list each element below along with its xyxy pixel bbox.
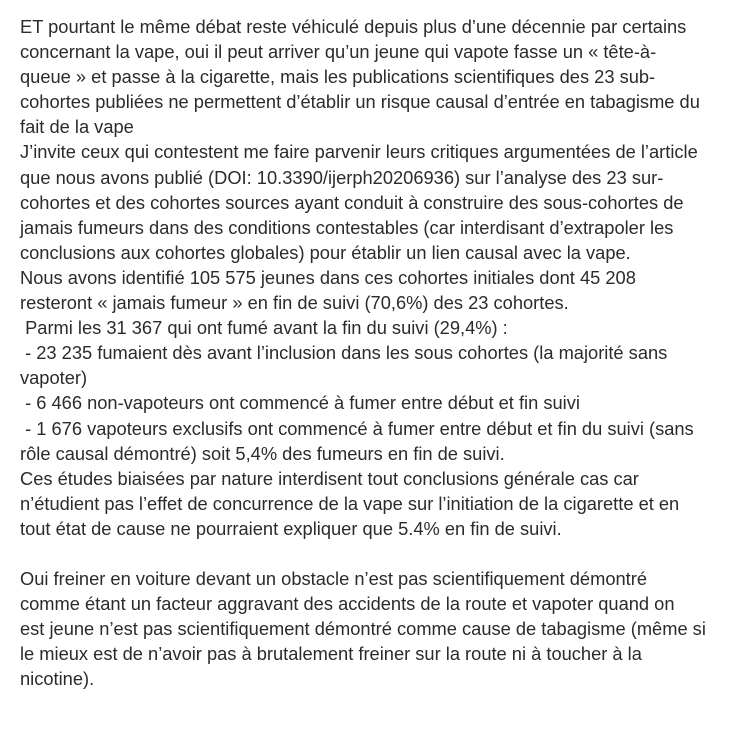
post-line: Ces études biaisées par nature interdisent tout conclusions générale cas car [20,467,639,489]
post-line: n’étudient pas l’effet de concurrence de la vape sur l’initiation de la cigarette et en [20,492,680,514]
post-line: est jeune n’est pas scientifiquement démontré comme cause de tabagisme (même si [20,618,706,640]
post-line: - 1 676 vapoteurs exclusifs ont commencé à fumer entre début et fin du suivi (sans [20,417,694,439]
post-line: comme étant un facteur aggravant des accidents de la route et vapoter quand on [20,593,675,615]
post-line: tout état de cause ne pourraient expliquer que 5.4% en fin de suivi. [20,517,562,539]
post-line: fait de la vape [20,116,134,138]
post-line: conclusions aux cohortes globales) pour établir un lien causal avec la vape. [20,241,631,263]
post-line: nicotine). [20,668,95,690]
post-line: Nous avons identifié 105 575 jeunes dans ces cohortes initiales dont 45 208 [20,266,636,288]
post-body [20,14,732,692]
post-line: le mieux est de n’avoir pas à brutalement freiner sur la route ni à toucher à la [20,643,642,665]
post-line: ET pourtant le même débat reste véhiculé depuis plus d’une décennie par certains [20,16,687,37]
paragraph-spacer [20,541,732,566]
post-line: rôle causal démontré) soit 5,4% des fumeurs en fin de suivi. [20,442,505,464]
post-line: cohortes publiées ne permettent d’établir un risque causal d’entrée en tabagisme du [20,91,700,113]
post-line: jamais fumeurs dans des conditions contestables (car interdisant d’extrapoler les [20,216,674,238]
post-line: queue » et passe à la cigarette, mais les publications scientifiques des 23 sub- [20,66,656,88]
post-line: vapoter) [20,367,88,389]
post-line: Parmi les 31 367 qui ont fumé avant la fin du suivi (29,4%) : [20,317,508,339]
post-line: resteront « jamais fumeur » en fin de suivi (70,6%) des 23 cohortes. [20,292,569,314]
post-line: - 23 235 fumaient dès avant l’inclusion dans les sous cohortes (la majorité sans [20,342,668,364]
post-line: que nous avons publié (DOI: 10.3390/ijerph20206936) sur l’analyse des 23 sur- [20,166,664,188]
post-line: - 6 466 non-vapoteurs ont commencé à fumer entre début et fin suivi [20,392,580,414]
post-line: cohortes et des cohortes sources ayant conduit à construire des sous-cohortes de [20,191,684,213]
post-line: concernant la vape, oui il peut arriver qu’un jeune qui vapote fasse un « tête-à- [20,41,657,63]
post-line: Oui freiner en voiture devant un obstacle n’est pas scientifiquement démontré [20,568,647,590]
post-line: J’invite ceux qui contestent me faire parvenir leurs critiques argumentées de l’article [20,141,698,163]
